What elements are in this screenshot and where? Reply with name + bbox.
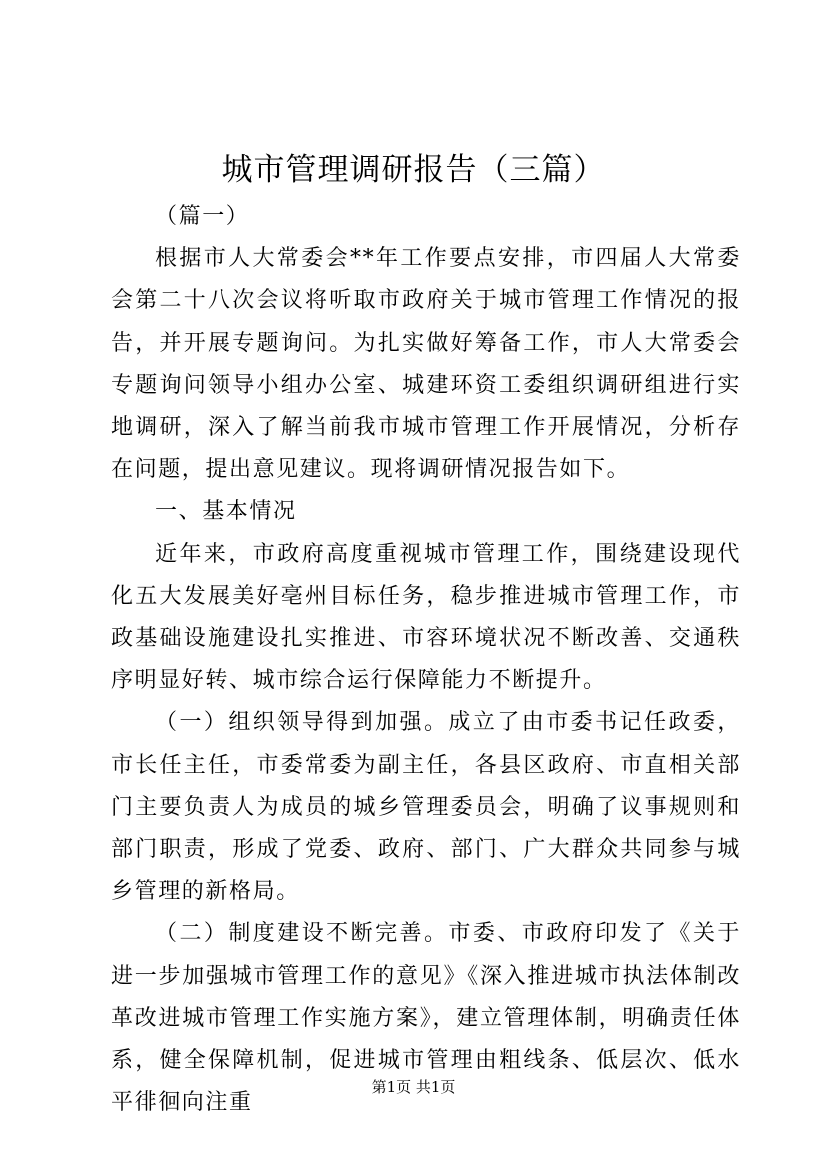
document-body (111, 196, 741, 1124)
page-footer: 第1页 共1页 (371, 1078, 456, 1096)
paragraph-item-1: （一）组织领导得到加强。成立了由市委书记任政委，市长任主任，市委常委为副主任，各县区政府、市直相关部门主要负责人为成员的城乡管理委员会，明确了议事规则和部门职责，形成了党委、政府、部门、广大群众共同参与城乡管理的新格局。 (111, 710, 741, 905)
paragraph-intro: 根据市人大常委会**年工作要点安排，市四届人大常委会第二十八次会议将听取市政府关于城市管理工作情况的报告，并开展专题询问。为扎实做好筹备工作，市人大常委会专题询问领导小组办公室、城建环资工委组织调研组进行实地调研，深入了解当前我市城市管理工作开展情况，分析存在问题，提出意见建议。现将调研情况报告如下。 (111, 246, 741, 483)
part-label: （篇一） (155, 204, 250, 229)
paragraph-item-2: （二）制度建设不断完善。市委、市政府印发了《关于进一步加强城市管理工作的意见》《深入推进城市执法体制改革改进城市管理工作实施方案》，建立管理体制，明确责任体系，健全保障机制，促进城市管理由粗线条、低层次、低水平徘徊向注重 (111, 921, 741, 1116)
section-heading-basic-situation: 一、基本情况 (155, 499, 297, 525)
paragraph-overview: 近年来，市政府高度重视城市管理工作，围绕建设现代化五大发展美好亳州目标任务，稳步推进城市管理工作，市政基础设施建设扎实推进、市容环境状况不断改善、交通秩序明显好转、城市综合运行保障能力不断提升。 (111, 541, 741, 694)
document-title: 城市管理调研报告（三篇） (221, 152, 606, 188)
